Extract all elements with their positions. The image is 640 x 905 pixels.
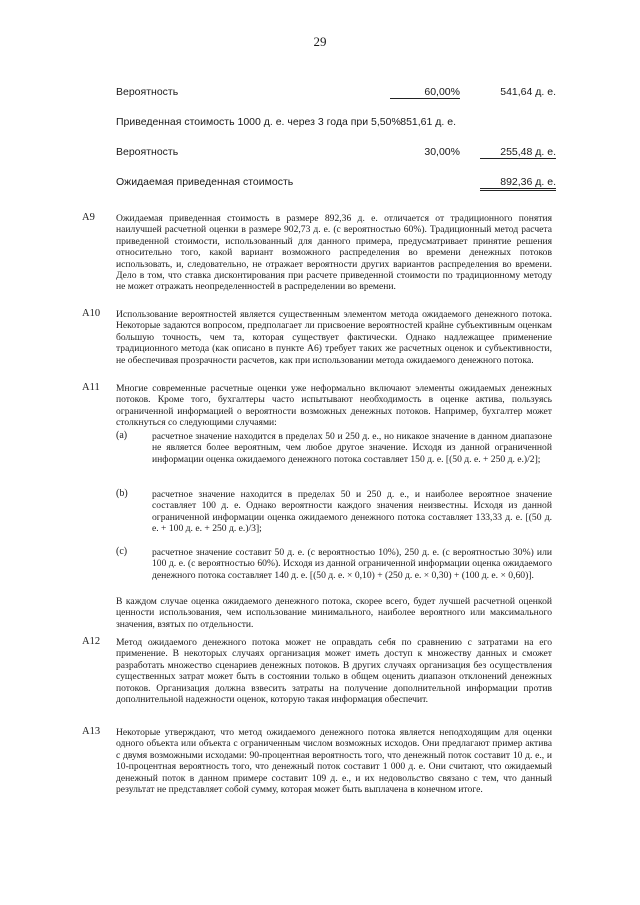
list-item-a: расчетное значение находится в пределах 50 и 250 д. е., но никакое значение в данном диапазоне не является более вероятным, чем любое другое значение. Исходя из данной ограниченной информации оценка ожидаемого денежного потока составляет 150 д. е. [(50 д. е. + 250 д. е.)/2];	[152, 431, 552, 465]
row-label: Ожидаемая приведенная стоимость	[116, 176, 294, 188]
paragraph-a11-conclusion: В каждом случае оценка ожидаемого денежного потока, скорее всего, будет лучшей расчетной оценкой ценности использования, чем использование минимального, наиболее вероятного или максимального значения, взятых по отдельности.	[116, 596, 552, 630]
paragraph-a11: Многие современные расчетные оценки уже неформально включают элементы ожидаемых денежных потоков. Кроме того, бухгалтеры часто испытывают необходимость в оценке актива, пользуясь ограниченной информацией о вероятности возможных денежных потоков. Например, бухгалтер может столкнуться со следующими случаями:	[116, 383, 552, 429]
row-value-2: 541,64 д. е.	[500, 86, 556, 98]
paragraph-a9: Ожидаемая приведенная стоимость в размере 892,36 д. е. отличается от традиционного понятия наилучшей расчетной оценки в размере 902,73 д. е. (с вероятностью 60%). Традиционный метод расчета приведенной стоимости, использованный для данного примера, предусматривает принятие решения относительно того, какой вариант возможного распределения во времени денежных потоков использовать, и, следовательно, не отражает вероятности других вариантов распределения во времени. Дело в том, что ставка дисконтирования при расчете приведенной стоимости по традиционному методу не может отражать неопределенностей в распределении во времени.	[116, 213, 552, 293]
row-value-2: 892,36 д. е.	[480, 176, 556, 191]
paragraph-a10: Использование вероятностей является существенным элементом метода ожидаемого денежного потока. Некоторые задаются вопросом, предполагает ли присвоение вероятностей крайне субъективным оценкам большую точность, чем та, которая существует фактически. Однако надлежащее применение традиционного метода (как описано в пункте A6) требует таких же расчетных оценок и субъективности, не обеспечивая прозрачности расчетов, как при использовании метода ожидаемого денежного потока.	[116, 309, 552, 366]
row-label: Приведенная стоимость 1000 д. е. через 3 года при 5,50%	[116, 116, 401, 128]
row-value-1: 30,00%	[424, 146, 460, 158]
row-label: Вероятность	[116, 146, 179, 158]
paragraph-number: A12	[82, 636, 101, 647]
probability-table	[116, 86, 556, 196]
row-value-1: 851,61 д. е.	[400, 116, 456, 128]
list-marker: (a)	[116, 430, 128, 441]
row-value-1: 60,00%	[390, 86, 460, 99]
row-label: Вероятность	[116, 86, 179, 98]
paragraph-number: A13	[82, 726, 101, 737]
paragraph-number: A10	[82, 308, 101, 319]
row-value-2: 255,48 д. е.	[480, 146, 556, 159]
paragraph-a13: Некоторые утверждают, что метод ожидаемого денежного потока является неподходящим для оценки одного объекта или объекта с ограниченным числом возможных исходов. Они предлагают пример актива с двумя возможными исходами: 90-процентная вероятность того, что денежный поток составит 10 д. е., и 10-процентная вероятность того, что денежный поток составит 1 000 д. е. Они считают, что ожидаемый денежный поток в данном примере составит 109 д. е., и их недовольство связано с тем, что данный результат не представляет собой сумму, которая может быть выплачена в конечном итоге.	[116, 727, 552, 796]
list-item-b: расчетное значение находится в пределах 50 и 250 д. е., и наиболее вероятное значение составляет 100 д. е. Однако вероятности каждого значения неизвестны. Исходя из данной ограниченной информации оценка ожидаемого денежного потока составляет 133,33 д. е. [(50 д. е. + 100 д. е. + 250 д. е.)/3];	[152, 489, 552, 535]
paragraph-a12: Метод ожидаемого денежного потока может не оправдать себя по сравнению с затратами на его применение. В некоторых случаях организация может иметь доступ к множеству данных и сможет разработать множество сценариев денежных потоков. В других случаях организация без осуществления существенных затрат может быть в состоянии только в общем оценить диапазон отклонений денежных потоков. Организация должна взвесить затраты на получение дополнительной информации против дополнительной надежности оценок, которую такая информация обеспечит.	[116, 637, 552, 706]
list-item-c: расчетное значение составит 50 д. е. (с вероятностью 10%), 250 д. е. (с вероятностью 30%) или 100 д. е. (с вероятностью 60%). Исходя из данной ограниченной информации оценка ожидаемого денежного потока составляет 140 д. е. [(50 д. е. × 0,10) + (250 д. е. × 0,30) + (100 д. е. × 0,60)].	[152, 547, 552, 581]
page-number: 29	[313, 34, 327, 49]
list-marker: (c)	[116, 546, 128, 557]
list-marker: (b)	[116, 488, 128, 499]
paragraph-number: A9	[82, 212, 95, 223]
paragraph-number: A11	[82, 382, 100, 393]
